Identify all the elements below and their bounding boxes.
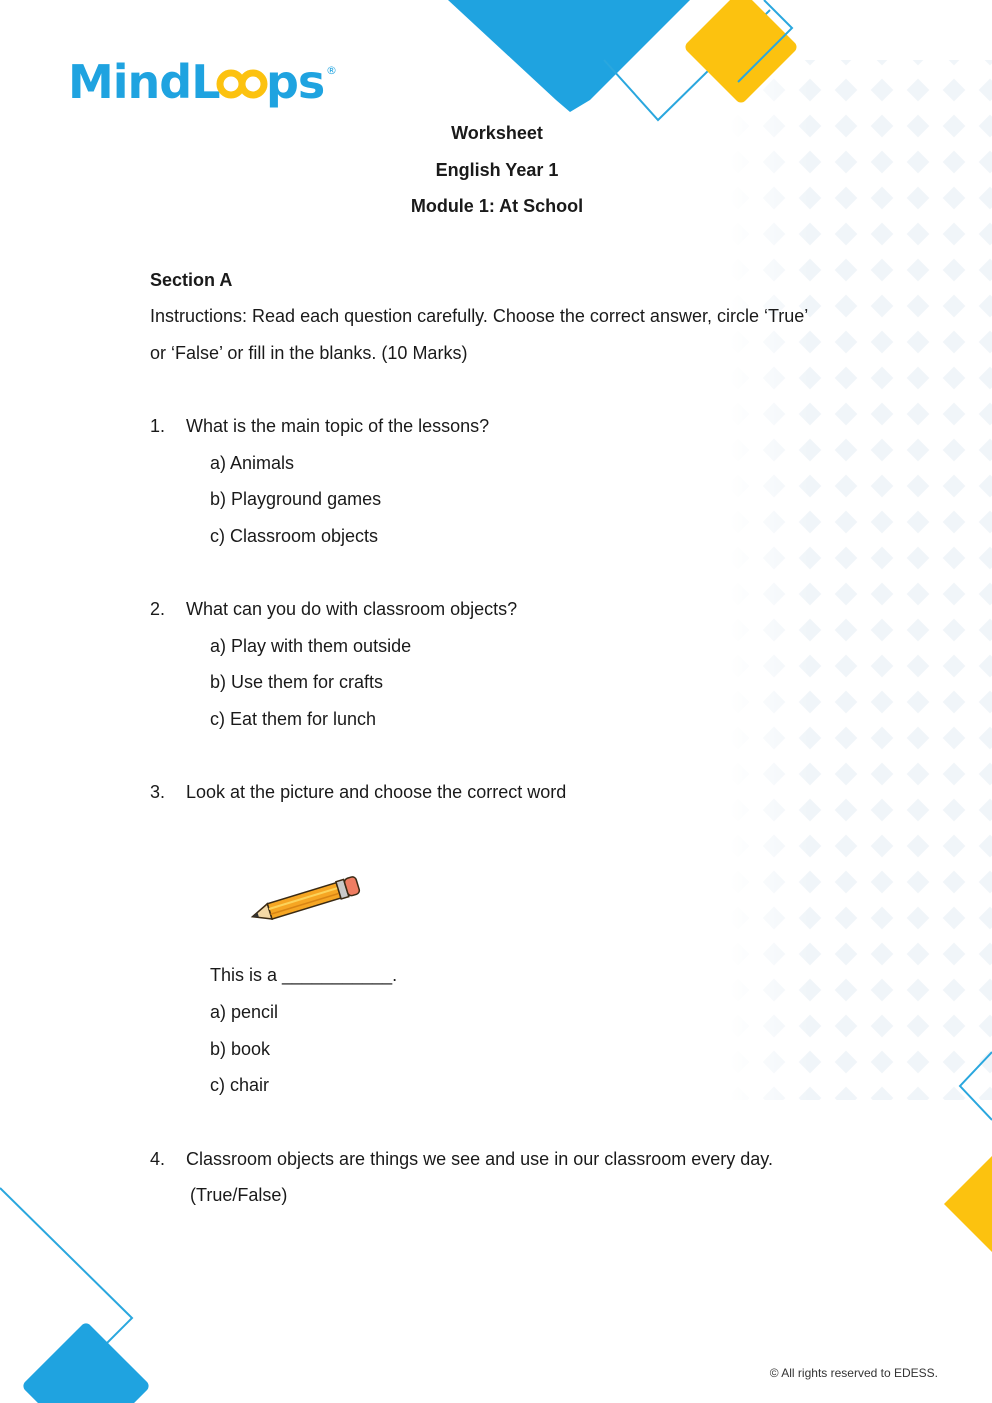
instructions-line-2: or ‘False’ or fill in the blanks. (10 Marks) [150,343,468,363]
question-2-text: What can you do with classroom objects? [186,599,518,619]
question-2-option-c[interactable]: c) Eat them for lunch [210,709,377,729]
question-3-number: 3. [150,782,166,802]
pencil-icon [248,876,366,924]
svg-text:MindL: MindL [68,55,220,109]
question-3-text: Look at the picture and choose the correct word [186,782,567,802]
question-4-number: 4. [150,1149,166,1169]
question-2-option-a[interactable]: a) Play with them outside [210,636,412,656]
worksheet-title: Worksheet [451,123,543,143]
section-title: Section A [150,270,233,290]
logo-image [68,52,344,112]
module-title: Module 1: At School [410,196,584,216]
svg-text:ps: ps [266,55,325,109]
question-1-number: 1. [150,416,166,436]
question-3-option-b[interactable]: b) book [210,1039,271,1059]
question-1-option-b[interactable]: b) Playground games [210,489,382,509]
question-4-answer-choice[interactable]: (True/False) [190,1185,288,1205]
question-3-prompt: This is a ___________. [210,965,398,985]
question-2-option-b[interactable]: b) Use them for crafts [210,672,384,692]
question-1-text: What is the main topic of the lessons? [186,416,490,436]
question-1-option-a[interactable]: a) Animals [210,453,295,473]
question-1-option-c[interactable]: c) Classroom objects [210,526,379,546]
svg-text:®: ® [326,64,337,77]
question-3-option-c[interactable]: c) chair [210,1075,270,1095]
question-3-option-a[interactable]: a) pencil [210,1002,279,1022]
question-2-number: 2. [150,599,166,619]
copyright-footer: © All rights reserved to EDESS. [769,1366,938,1380]
instructions-line-1: Instructions: Read each question carefully. Choose the correct answer, circle ‘True’ [150,306,809,326]
mindloops-logo [68,52,344,117]
course-title: English Year 1 [435,160,559,180]
question-4-text: Classroom objects are things we see and use in our classroom every day. [186,1149,773,1169]
